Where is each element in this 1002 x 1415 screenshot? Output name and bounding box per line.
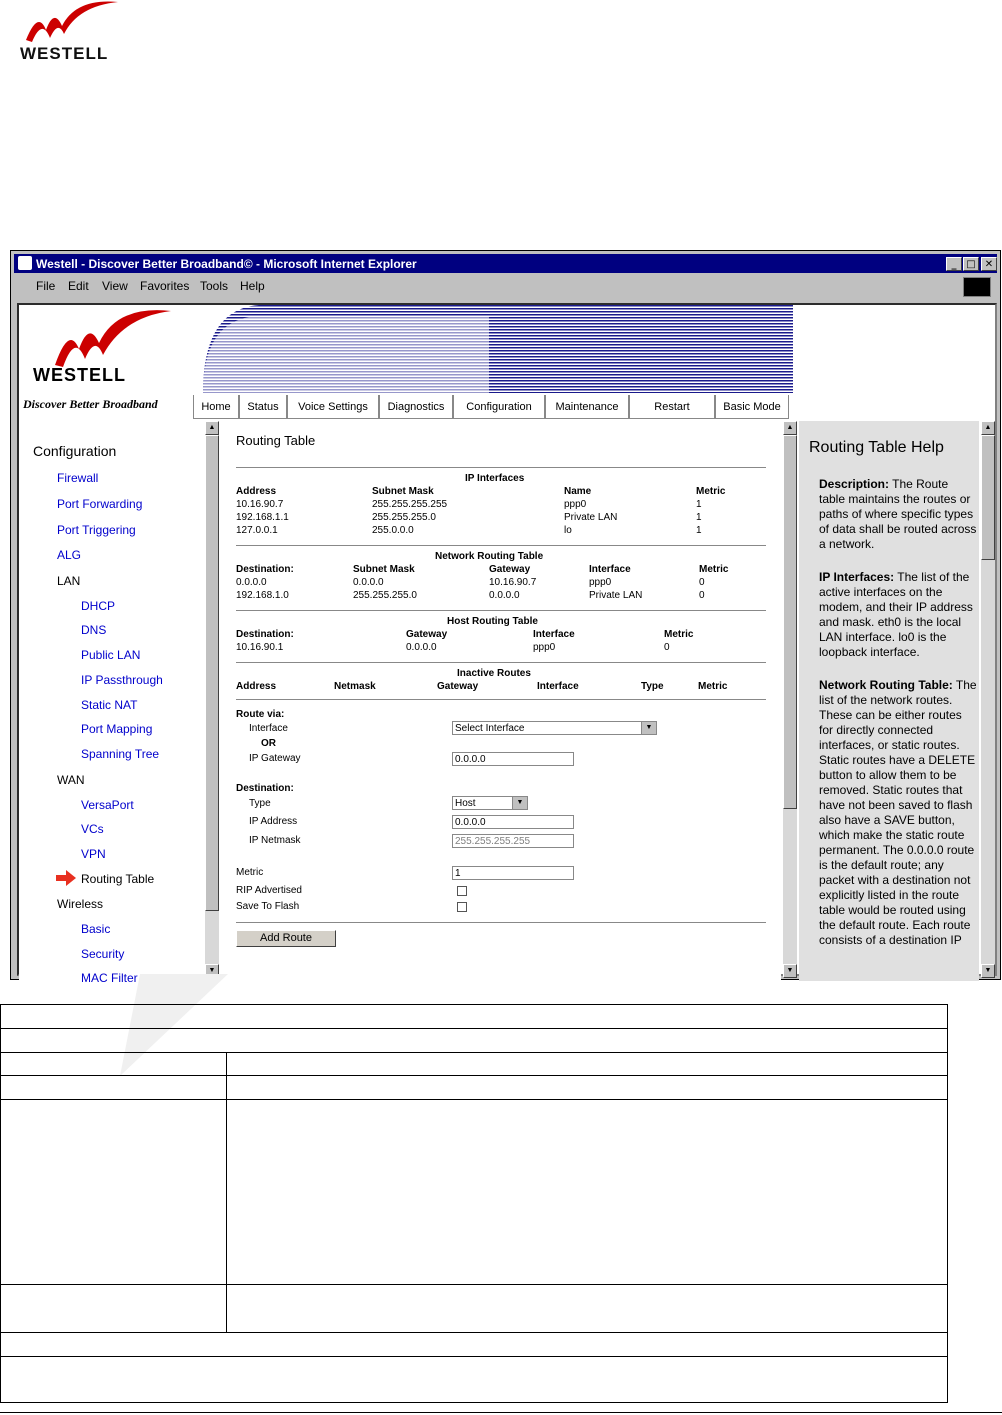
help-text: The Route table maintains the routes or paths of where specific types of data shall be routed across a network. [819, 477, 977, 551]
table-cell: 1 [696, 512, 702, 523]
westell-swoosh-icon [49, 309, 179, 369]
menu-tools[interactable]: Tools [200, 279, 229, 293]
menu-bar [14, 275, 997, 297]
table-cell: 127.0.0.1 [236, 525, 278, 536]
column-header: Type [641, 681, 664, 692]
help-pane [799, 421, 979, 981]
column-header: Address [236, 681, 277, 692]
current-page-arrow-icon [56, 870, 76, 886]
table-cell: ppp0 [533, 642, 556, 653]
menu-file[interactable]: File [36, 279, 56, 293]
minimize-button[interactable]: _ [946, 257, 962, 271]
header-logo-text: WESTELL [33, 365, 126, 385]
save-to-flash-checkbox[interactable] [457, 902, 467, 912]
divider [236, 545, 766, 546]
host-routing-heading: Host Routing Table [447, 616, 538, 627]
menu-favorites[interactable]: Favorites [140, 279, 190, 293]
ip-address-label: IP Address [249, 816, 298, 827]
scroll-up-icon[interactable]: ▲ [981, 421, 995, 435]
column-header: Destination: [236, 564, 294, 575]
column-header: Netmask [334, 681, 376, 692]
table-cell: 192.168.1.1 [236, 512, 289, 523]
table-cell: 10.16.90.7 [489, 577, 537, 588]
column-header: Interface [589, 564, 631, 575]
inactive-routes-heading: Inactive Routes [457, 668, 531, 679]
main-scrollbar[interactable] [783, 421, 797, 978]
header-logo [19, 305, 187, 415]
sidebar-item-port-triggering[interactable]: Port Triggering [57, 523, 136, 537]
table-cell: 0.0.0.0 [489, 590, 520, 601]
help-title: Routing Table Help [809, 439, 944, 456]
rip-advertised-label: RIP Advertised [236, 885, 302, 896]
scroll-down-icon[interactable]: ▼ [205, 964, 219, 978]
sidebar-section-lan: LAN [57, 574, 81, 588]
scroll-thumb[interactable] [205, 435, 219, 911]
sidebar-item-vpn[interactable]: VPN [81, 847, 106, 861]
table-cell: 255.255.255.255 [372, 499, 448, 510]
table-cell: 1 [696, 525, 702, 536]
tab-configuration[interactable]: Configuration [453, 395, 545, 419]
table-cell: Private LAN [564, 512, 618, 523]
table-cell: 0 [664, 642, 670, 653]
table-cell: ppp0 [589, 577, 612, 588]
metric-label: Metric [236, 867, 264, 878]
sidebar [19, 421, 205, 985]
menu-help[interactable]: Help [240, 279, 265, 293]
interface-select[interactable] [452, 721, 657, 735]
destination-label: Destination: [236, 783, 294, 794]
divider [236, 467, 766, 468]
scroll-up-icon[interactable]: ▲ [205, 421, 219, 435]
route-via-label: Route via: [236, 709, 285, 720]
sidebar-item-port-mapping[interactable]: Port Mapping [81, 722, 153, 736]
sidebar-item-vcs[interactable]: VCs [81, 822, 104, 836]
tab-restart[interactable]: Restart [629, 395, 715, 419]
divider [236, 662, 766, 663]
sidebar-section-wan: WAN [57, 773, 85, 787]
table-cell: 0 [699, 577, 705, 588]
column-header: Address [236, 486, 277, 497]
table-cell: 10.16.90.1 [236, 642, 284, 653]
sidebar-heading: Configuration [33, 443, 117, 459]
divider [236, 922, 766, 923]
column-header: Metric [699, 564, 729, 575]
ip-address-input[interactable]: 0.0.0.0 [452, 815, 574, 829]
help-scrollbar[interactable] [981, 421, 995, 978]
sidebar-section-wireless: Wireless [57, 897, 104, 911]
tab-diagnostics[interactable]: Diagnostics [379, 395, 453, 419]
ip-netmask-label: IP Netmask [249, 835, 301, 846]
or-label: OR [261, 738, 276, 749]
sidebar-item-dns[interactable]: DNS [81, 623, 107, 637]
column-header: Metric [698, 681, 728, 692]
help-description [819, 477, 977, 552]
network-routing-heading: Network Routing Table [435, 551, 544, 562]
sidebar-item-versaport[interactable]: VersaPort [81, 798, 134, 812]
table-cell: 1 [696, 499, 702, 510]
close-button[interactable]: ✕ [981, 257, 997, 271]
scroll-down-icon[interactable]: ▼ [783, 964, 797, 978]
browser-viewport [17, 303, 997, 985]
table-cell: 10.16.90.7 [236, 499, 284, 510]
header-tagline: Discover Better Broadband [23, 397, 158, 411]
column-header: Subnet Mask [353, 564, 415, 575]
sidebar-item-routing-table[interactable]: Routing Table [81, 872, 155, 886]
metric-input[interactable]: 1 [452, 866, 574, 880]
add-route-button[interactable]: Add Route [236, 930, 336, 947]
table-cell: 0.0.0.0 [236, 577, 267, 588]
interface-select-value: Select Interface [455, 723, 525, 734]
sidebar-item-security[interactable]: Security [81, 947, 125, 961]
menu-edit[interactable]: Edit [68, 279, 89, 293]
title-bar [14, 254, 997, 273]
page-logo [18, 0, 128, 64]
ip-netmask-input[interactable]: 255.255.255.255 [452, 834, 574, 848]
browser-window [10, 250, 1001, 985]
page-title: Routing Table [236, 433, 316, 448]
table-cell: 255.0.0.0 [372, 525, 414, 536]
type-select[interactable] [452, 796, 528, 810]
table-cell: 255.255.255.0 [372, 512, 436, 523]
page-logo-text: WESTELL [20, 44, 109, 63]
ie-icon [18, 256, 32, 270]
chevron-down-icon: ▼ [641, 722, 656, 734]
window-title: Westell - Discover Better Broadband© - Microsoft Internet Explorer [36, 257, 417, 271]
tab-home[interactable]: Home [193, 395, 239, 419]
column-header: Gateway [489, 564, 531, 575]
nav-tabs [193, 395, 793, 419]
scroll-up-icon[interactable]: ▲ [783, 421, 797, 435]
column-header: Metric [664, 629, 694, 640]
help-term: IP Interfaces: [819, 570, 895, 584]
document-table [0, 1004, 948, 1404]
scroll-down-icon[interactable]: ▼ [981, 964, 995, 978]
column-header: Gateway [406, 629, 448, 640]
sidebar-item-dhcp[interactable]: DHCP [81, 599, 116, 613]
main-content [221, 421, 781, 981]
table-cell: 255.255.255.0 [353, 590, 417, 601]
tab-status[interactable]: Status [239, 395, 287, 419]
sidebar-item-mac-filter[interactable]: MAC Filter [81, 971, 138, 985]
sidebar-item-firewall[interactable]: Firewall [57, 471, 99, 485]
column-header: Metric [696, 486, 726, 497]
table-cell: 0 [699, 590, 705, 601]
table-cell: 0.0.0.0 [406, 642, 437, 653]
divider [236, 610, 766, 611]
sidebar-item-ip-passthrough[interactable]: IP Passthrough [81, 673, 163, 687]
sidebar-item-public-lan[interactable]: Public LAN [81, 648, 141, 662]
help-ip-interfaces [819, 570, 977, 660]
help-network-routing [819, 678, 977, 948]
westell-swoosh-icon [18, 0, 128, 46]
help-term: Description: [819, 477, 890, 491]
ip-gateway-input[interactable]: 0.0.0.0 [452, 752, 574, 766]
sidebar-item-basic[interactable]: Basic [81, 922, 111, 936]
column-header: Interface [533, 629, 575, 640]
type-select-value: Host [455, 798, 476, 809]
scroll-thumb[interactable] [783, 435, 797, 809]
table-cell: Private LAN [589, 590, 643, 601]
type-label: Type [249, 798, 271, 809]
help-term: Network Routing Table: [819, 678, 953, 692]
sidebar-scrollbar[interactable] [205, 421, 219, 978]
header-graphic [189, 305, 793, 393]
help-text: The list of the active interfaces on the modem, and their IP address and mask. eth0 is the local LAN interface. lo0 is the loopback interface. [819, 570, 973, 659]
sidebar-item-alg[interactable]: ALG [57, 548, 82, 562]
column-header: Subnet Mask [372, 486, 434, 497]
column-header: Destination: [236, 629, 294, 640]
column-header: Interface [537, 681, 579, 692]
tab-basic-mode[interactable]: Basic Mode [715, 395, 789, 419]
ip-interfaces-heading: IP Interfaces [465, 473, 525, 484]
sidebar-item-port-forwarding[interactable]: Port Forwarding [57, 497, 143, 511]
windows-logo-icon [963, 277, 991, 297]
sidebar-item-static-nat[interactable]: Static NAT [81, 698, 138, 712]
table-cell: 0.0.0.0 [353, 577, 384, 588]
rip-advertised-checkbox[interactable] [457, 886, 467, 896]
tab-maintenance[interactable]: Maintenance [545, 395, 629, 419]
tab-voice-settings[interactable]: Voice Settings [287, 395, 379, 419]
menu-view[interactable]: View [102, 279, 128, 293]
column-header: Name [564, 486, 592, 497]
interface-label: Interface [249, 723, 288, 734]
save-to-flash-label: Save To Flash [236, 901, 300, 912]
chevron-down-icon: ▼ [512, 797, 527, 809]
help-text: The list of the network routes. These can be either routes for directly connected interfaces, or static routes. Static routes have a DELETE button to allow them to be removed. Static routes that have not been saved to flash also have a SAVE button, which make the static route permanent. The 0.0.0.0 route is the default route; any packet with a destination not explicitly listed in the route table would be routed using the default route. Each route consists of a destination IP [819, 678, 977, 947]
sidebar-item-spanning-tree[interactable]: Spanning Tree [81, 747, 160, 761]
table-cell: lo [564, 525, 572, 536]
scroll-thumb[interactable] [981, 435, 995, 560]
ip-gateway-label: IP Gateway [249, 753, 301, 764]
divider [236, 699, 766, 700]
maximize-button[interactable]: □ [963, 257, 979, 271]
table-cell: 192.168.1.0 [236, 590, 289, 601]
table-cell: ppp0 [564, 499, 587, 510]
footer-rule [0, 1412, 1002, 1413]
column-header: Gateway [437, 681, 479, 692]
